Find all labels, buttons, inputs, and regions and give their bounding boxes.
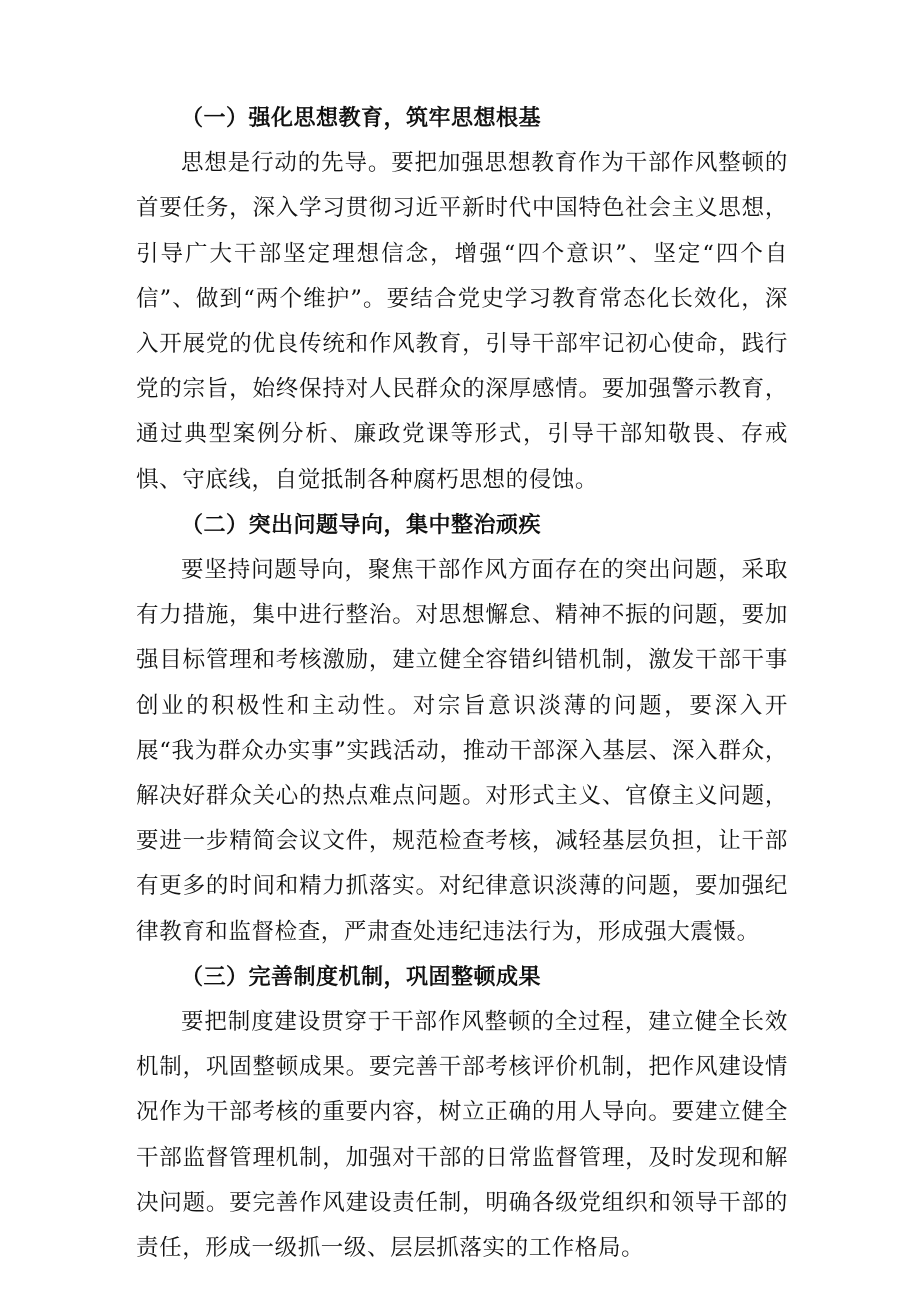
section-3-heading: （三）完善制度机制，巩固整顿成果 (181, 964, 542, 990)
section-2-heading: （二）突出问题导向，集中整治顽疾 (181, 512, 542, 538)
section-1-paragraph: 思想是行动的先导。要把加强思想教育作为干部作风整顿的首要任务，深入学习贯彻习近平新时代中国特色社会主义思想，引导广大干部坚定理想信念，增强“四个意识”、坚定“四个自信”、做到“两个维护”。要结合党史学习教育常态化长效化，深入开展党的优良传统和作风教育，引导干部牢记初心使命，践行党的宗旨，始终保持对人民群众的深厚感情。要加强警示教育，通过典型案例分析、廉政党课等形式，引导干部知敬畏、存戒惧、守底线，自觉抵制各种腐朽思想的侵蚀。 (136, 150, 788, 493)
section-3-paragraph: 要把制度建设贯穿于干部作风整顿的全过程，建立健全长效机制，巩固整顿成果。要完善干部考核评价机制，把作风建设情况作为干部考核的重要内容，树立正确的用人导向。要建立健全干部监督管理机制，加强对干部的日常监督管理，及时发现和解决问题。要完善作风建设责任制，明确各级党组织和领导干部的责任，形成一级抓一级、层层抓落实的工作格局。 (136, 1009, 788, 1262)
section-2-paragraph: 要坚持问题导向，聚焦干部作风方面存在的突出问题，采取有力措施，集中进行整治。对思想懈怠、精神不振的问题，要加强目标管理和考核激励，建立健全容错纠错机制，激发干部干事创业的积极性和主动性。对宗旨意识淡薄的问题，要深入开展“我为群众办实事”实践活动，推动干部深入基层、深入群众，解决好群众关心的热点难点问题。对形式主义、官僚主义问题，要进一步精简会议文件，规范检查考核，减轻基层负担，让干部有更多的时间和精力抓落实。对纪律意识淡薄的问题，要加强纪律教育和监督检查，严肃查处违纪违法行为，形成强大震慑。 (136, 557, 788, 945)
document-body (136, 96, 788, 1271)
section-1-heading: （一）强化思想教育，筑牢思想根基 (181, 106, 542, 131)
